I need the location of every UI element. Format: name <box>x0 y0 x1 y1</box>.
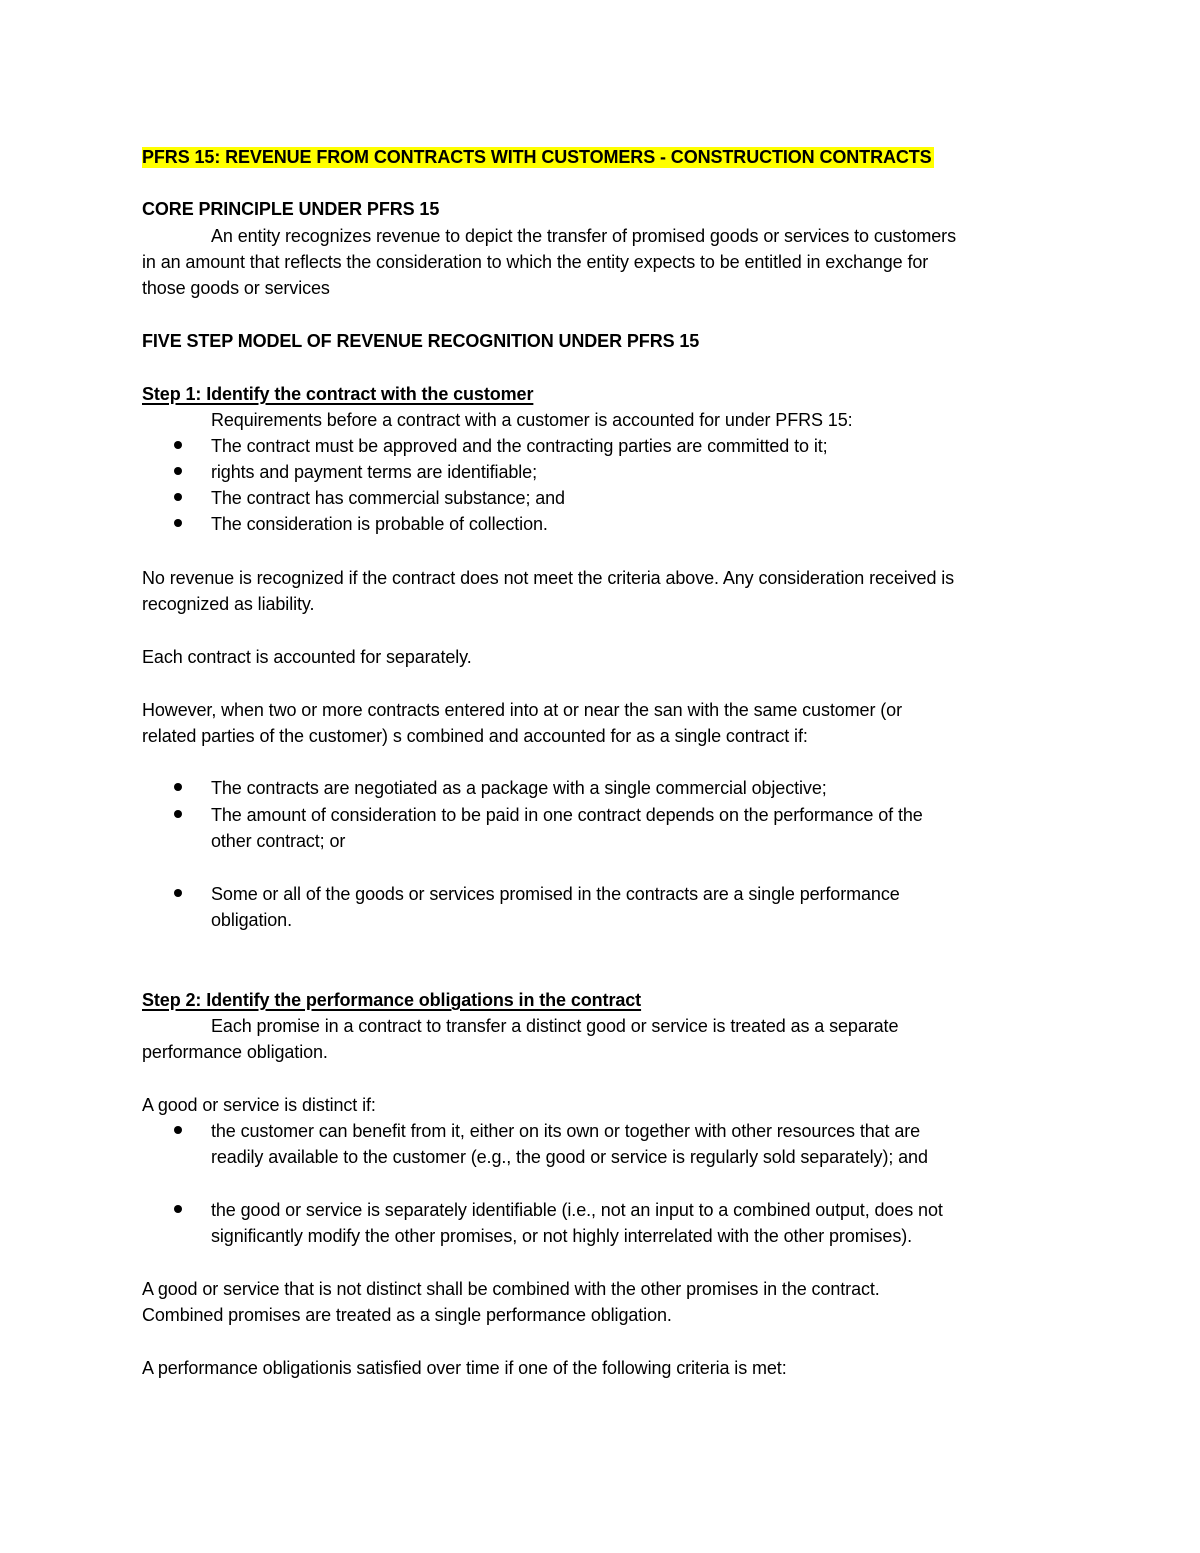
bullet-icon <box>174 441 184 451</box>
step1-intro: Requirements before a contract with a customer is accounted for under PFRS 15: <box>211 410 853 430</box>
however-paragraph: However, when two or more contracts entered into at or near the san with the same customer (or <box>142 700 902 720</box>
however-paragraph: related parties of the customer) s combined and accounted for as a single contract if: <box>142 726 808 746</box>
document-title <box>142 145 934 169</box>
highlighted-title: PFRS 15: REVENUE FROM CONTRACTS WITH CUSTOMERS - CONSTRUCTION CONTRACTS <box>142 147 932 167</box>
bullet-icon <box>174 889 184 899</box>
combine-item: The contracts are negotiated as a package with a single commercial objective; <box>211 778 827 798</box>
bullet-icon <box>174 810 184 820</box>
distinct-intro: A good or service is distinct if: <box>142 1095 376 1115</box>
not-distinct-paragraph: Combined promises are treated as a single performance obligation. <box>142 1305 672 1325</box>
bullet-icon <box>174 1205 184 1215</box>
separately-paragraph: Each contract is accounted for separately. <box>142 647 472 667</box>
combine-item-continued: obligation. <box>211 910 292 930</box>
core-principle-heading: CORE PRINCIPLE UNDER PFRS 15 <box>142 199 440 219</box>
over-time-paragraph: A performance obligationis satisfied over time if one of the following criteria is met: <box>142 1358 787 1378</box>
core-principle-line: those goods or services <box>142 278 330 298</box>
step2-intro: Each promise in a contract to transfer a distinct good or service is treated as a separate <box>211 1016 899 1036</box>
step2-intro: performance obligation. <box>142 1042 328 1062</box>
combine-item-continued: other contract; or <box>211 831 346 851</box>
bullet-icon <box>174 1126 184 1136</box>
step1-heading: Step 1: Identify the contract with the customer <box>142 384 534 404</box>
requirement-item: The contract has commercial substance; and <box>211 488 565 508</box>
distinct-item-continued: significantly modify the other promises, or not highly interrelated with the other promises). <box>211 1226 913 1246</box>
no-revenue-paragraph: recognized as liability. <box>142 594 315 614</box>
core-principle-line: An entity recognizes revenue to depict the transfer of promised goods or services to customers <box>211 226 956 246</box>
combine-item: Some or all of the goods or services promised in the contracts are a single performance <box>211 884 900 904</box>
not-distinct-paragraph: A good or service that is not distinct shall be combined with the other promises in the contract. <box>142 1279 880 1299</box>
bullet-icon <box>174 467 184 477</box>
requirement-item: The consideration is probable of collection. <box>211 514 548 534</box>
bullet-icon <box>174 783 184 793</box>
distinct-item: the customer can benefit from it, either on its own or together with other resources that are <box>211 1121 921 1141</box>
distinct-item-continued: readily available to the customer (e.g., the good or service is regularly sold separately); and <box>211 1147 928 1167</box>
no-revenue-paragraph: No revenue is recognized if the contract does not meet the criteria above. Any consideration received is <box>142 568 955 588</box>
bullet-icon <box>174 493 184 503</box>
five-step-heading: FIVE STEP MODEL OF REVENUE RECOGNITION UNDER PFRS 15 <box>142 331 700 351</box>
combine-item: The amount of consideration to be paid in one contract depends on the performance of the <box>211 805 923 825</box>
step2-heading: Step 2: Identify the performance obligations in the contract <box>142 990 642 1010</box>
requirement-item: The contract must be approved and the contracting parties are committed to it; <box>211 436 828 456</box>
core-principle-line: in an amount that reflects the consideration to which the entity expects to be entitled in exchange for <box>142 252 929 272</box>
bullet-icon <box>174 519 184 529</box>
requirement-item: rights and payment terms are identifiable; <box>211 462 537 482</box>
distinct-item: the good or service is separately identifiable (i.e., not an input to a combined output, does not <box>211 1200 943 1220</box>
